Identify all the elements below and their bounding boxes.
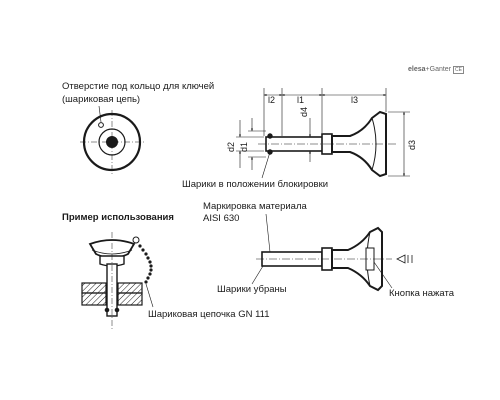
logo-separator: +: [425, 66, 430, 73]
dim-l2: l2: [268, 95, 276, 105]
label-material-marking: Маркировка материала: [203, 201, 307, 212]
usage-example-drawing: [82, 232, 142, 330]
label-balls-retracted: Шарики убраны: [217, 284, 287, 295]
logo-elesa: elesa: [408, 66, 426, 73]
dim-l3: l3: [351, 95, 359, 105]
label-balls-locked: Шарики в положении блокировки: [182, 179, 329, 190]
dim-d1: d1: [239, 141, 249, 152]
dim-l1: l1: [297, 95, 305, 105]
pin-side-view-pressed: [256, 228, 392, 290]
logo-ganter: Ganter: [429, 66, 452, 73]
knob-end-view: [80, 110, 144, 174]
leader-balls-retracted: [252, 266, 263, 284]
label-ring-hole: Отверстие под кольцо для ключей: [62, 81, 215, 92]
ce-mark: CE: [455, 67, 462, 73]
label-ring-hole-sub: (шариковая цепь): [62, 94, 141, 105]
label-push-button: Кнопка нажата: [389, 288, 454, 299]
pin-side-view-locked: [258, 112, 396, 176]
leader-balls-locked: [262, 152, 270, 178]
dim-d4: d4: [299, 106, 309, 117]
label-ball-chain: Шариковая цепочка GN 111: [148, 309, 270, 320]
dim-d3: d3: [407, 139, 417, 150]
ball-chain: [133, 237, 153, 284]
leader-ring-hole: [99, 106, 101, 122]
leader-ball-chain: [146, 284, 153, 307]
label-usage-example: Пример использования: [62, 212, 174, 223]
push-direction-arrow-icon: [397, 255, 412, 263]
ring-hole: [99, 123, 104, 128]
dim-d2: d2: [226, 141, 236, 152]
leader-material-marking: [266, 214, 270, 252]
label-material-grade: AISI 630: [203, 213, 240, 224]
